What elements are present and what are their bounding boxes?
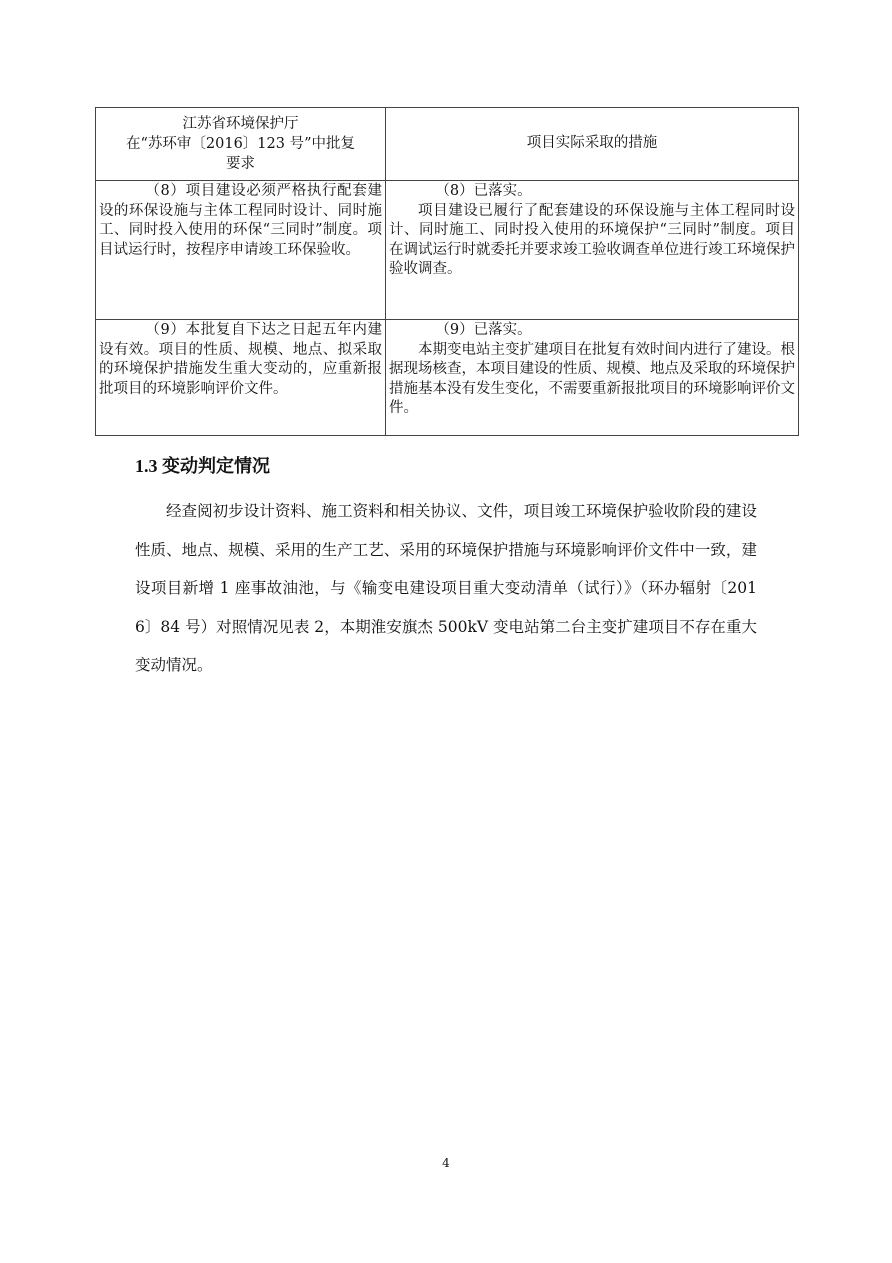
measure-status: （8）已落实。 [435, 183, 532, 199]
requirement-text: （9）本批复自下达之日起五年内建设有效。项目的性质、规模、地点、拟采取的环境保护措施发生重大变动的，应重新报批项目的环境影响评价文件。 [99, 322, 382, 397]
measure-cell [386, 181, 799, 320]
requirement-cell [96, 181, 386, 320]
measure-detail: 项目建设已履行了配套建设的环保设施与主体工程同时设计、同时施工、同时投入使用的环境保护“三同时”制度。项目在调试运行时就委托并要求竣工验收调查单位进行竣工环境保护验收调查。 [389, 202, 795, 278]
approval-requirements-table [95, 107, 799, 436]
header-left-line-1: 江苏省环境保护厅 [182, 116, 299, 132]
section-heading: 1.3 变动判定情况 [135, 456, 270, 476]
measure-status: （9）已落实。 [435, 322, 532, 338]
table-row [96, 181, 799, 320]
requirement-text: （8）项目建设必须严格执行配套建设的环保设施与主体工程同时设计、同时施工、同时投入使用的环保“三同时”制度。项目试运行时，按程序申请竣工环保验收。 [99, 183, 382, 258]
page-number: 4 [442, 1156, 450, 1170]
measure-detail: 本期变电站主变扩建项目在批复有效时间内进行了建设。根据现场核查，本项目建设的性质、规模、地点及采取的环境保护措施基本没有发生变化，不需要重新报批项目的环境影响评价文件。 [389, 341, 795, 417]
section-paragraph: 经查阅初步设计资料、施工资料和相关协议、文件，项目竣工环境保护验收阶段的建设性质、地点、规模、采用的生产工艺、采用的环境保护措施与环境影响评价文件中一致，建设项目新增 1 座事故油池，与《输变电建设项目重大变动清单（试行）》（环办辐射〔2016〕84 号）对照情况见表 2，本期淮安旗杰 500kV 变电站第二台主变扩建项目不存在重大变动情况。 [135, 502, 757, 674]
table-row [96, 320, 799, 436]
header-left-line-3: 要求 [226, 156, 255, 172]
measure-cell [386, 320, 799, 436]
header-approval-requirement [96, 108, 386, 181]
header-left-line-2: 在“苏环审〔2016〕123 号”中批复 [125, 136, 355, 152]
header-actual-measures: 项目实际采取的措施 [386, 108, 799, 181]
table-header-row [96, 108, 799, 181]
requirement-cell [96, 320, 386, 436]
